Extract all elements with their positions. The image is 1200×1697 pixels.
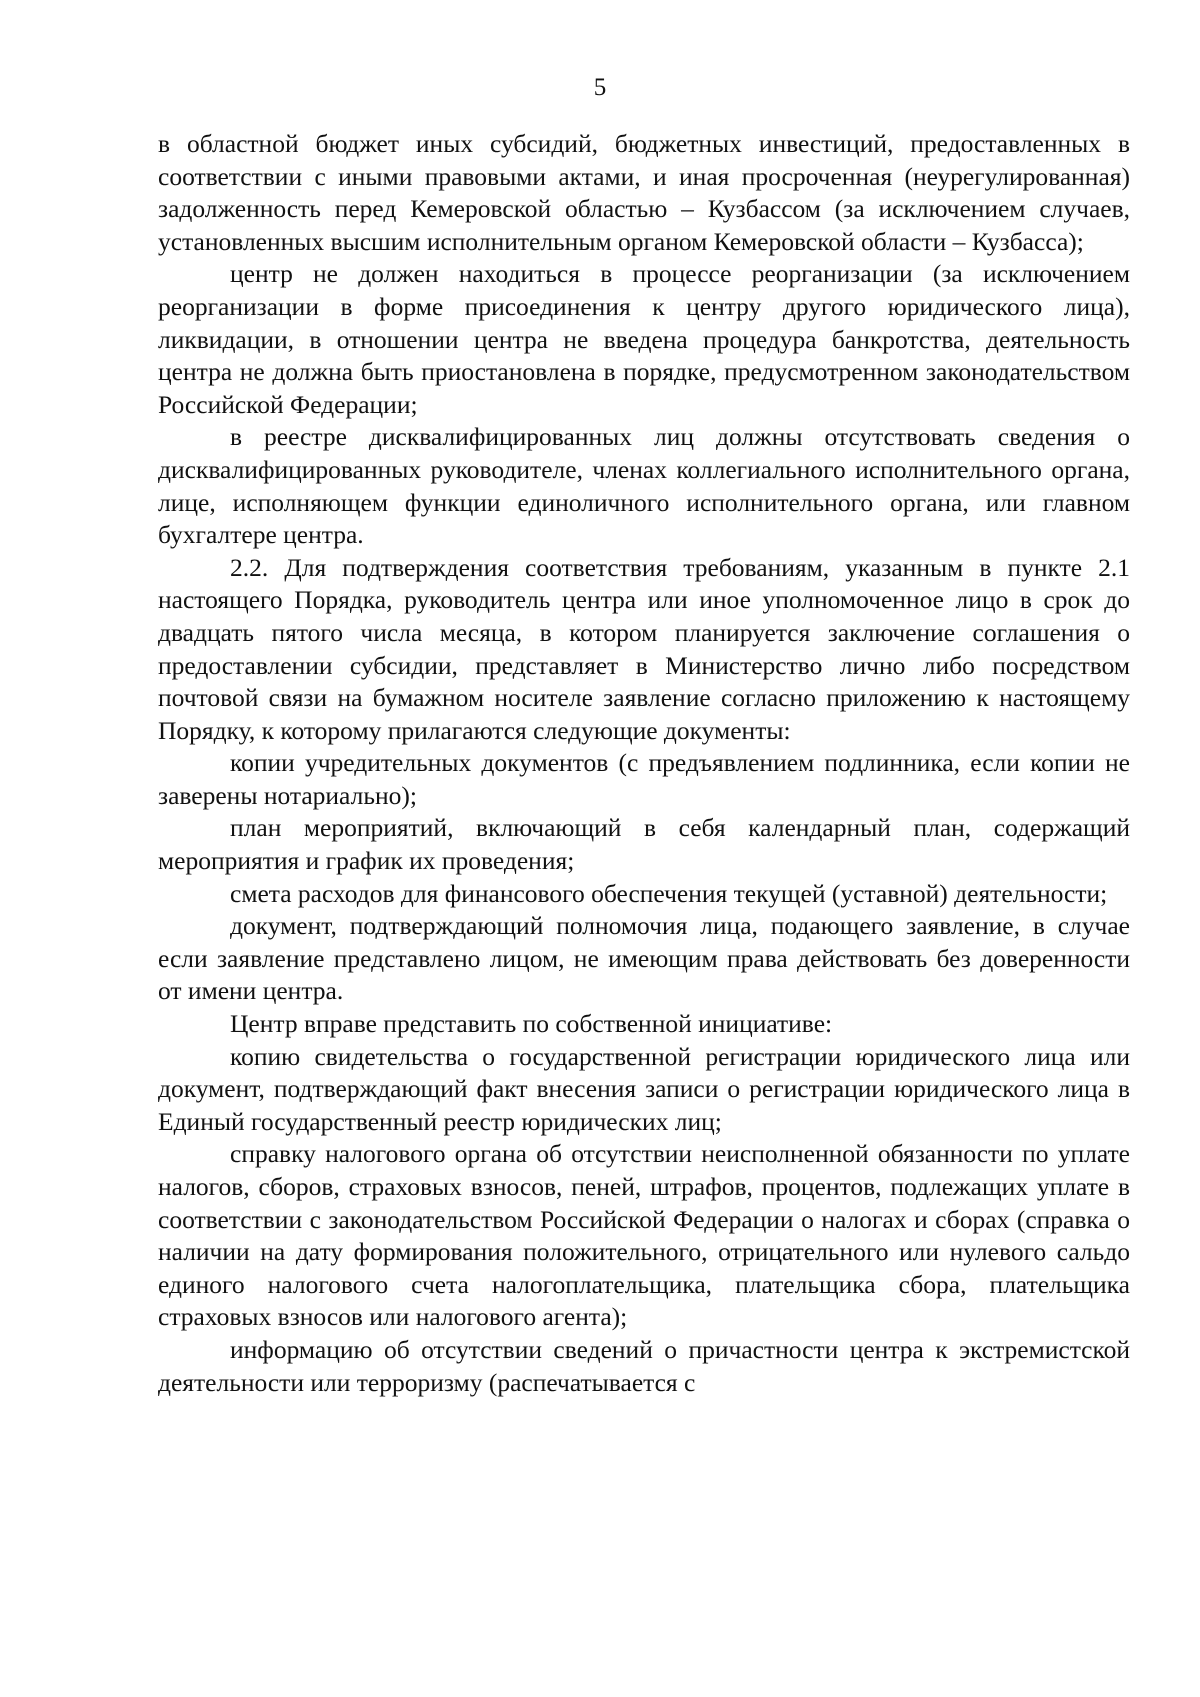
paragraph: смета расходов для финансового обеспечения текущей (уставной) деятельности; xyxy=(230,878,1108,908)
paragraph: копии учредительных документов (с предъявлением подлинника, если копии не заверены нотариально); xyxy=(158,748,1130,810)
paragraph: центр не должен находиться в процессе реорганизации (за исключением реорганизации в форме присоединения к центру другого юридического лица), ликвидации, в отношении центра не введена процедура банкротства, деятельность центра не должна быть приостановлена в порядке, предусмотренном законодательством Российской Федерации; xyxy=(158,259,1130,419)
paragraph: план мероприятий, включающий в себя календарный план, содержащий мероприятия и график их проведения; xyxy=(158,813,1130,876)
paragraph: в реестре дисквалифицированных лиц должны отсутствовать сведения о дисквалифицированных руководителе, членах коллегиального исполнительного органа, лице, исполняющем функции единоличного исполнительного органа, или главном бухгалтере центра. xyxy=(158,422,1130,550)
paragraph: Центр вправе представить по собственной инициативе: xyxy=(230,1009,833,1039)
paragraph: в областной бюджет иных субсидий, бюджетных инвестиций, предоставленных в соответствии с иными правовыми актами, и иная просроченная (неурегулированная) задолженность перед Кемеровской областью – Кузбассом (за исключением случаев, установленных высшим исполнительным органом Кемеровской области – Кузбасса); xyxy=(158,129,1130,256)
paragraph: информацию об отсутствии сведений о причастности центра к экстремистской деятельности или терроризму (распечатывается с xyxy=(158,1334,1130,1397)
paragraph: копию свидетельства о государственной регистрации юридического лица или документ, подтверждающий факт внесения записи о регистрации юридического лица в Единый государственный реестр юридических лиц; xyxy=(158,1041,1130,1136)
document-body xyxy=(158,128,1130,1399)
paragraph: 2.2. Для подтверждения соответствия требованиям, указанным в пункте 2.1 настоящего Порядка, руководитель центра или иное уполномоченное лицо в срок до двадцать пятого числа месяца, в котором планируется заключение соглашения о предоставлении субсидии, представляет в Министерство лично либо посредством почтовой связи на бумажном носителе заявление согласно приложению к настоящему Порядку, к которому прилагаются следующие документы: xyxy=(158,552,1130,745)
paragraph: документ, подтверждающий полномочия лица, подающего заявление, в случае если заявление представлено лицом, не имеющим права действовать без доверенности от имени центра. xyxy=(158,911,1130,1006)
page-number: 5 xyxy=(593,74,607,101)
paragraph: справку налогового органа об отсутствии неисполненной обязанности по уплате налогов, сборов, страховых взносов, пеней, штрафов, процентов, подлежащих уплате в соответствии с законодательством Российской Федерации о налогах и сборах (справка о наличии на дату формирования положительного, отрицательного или нулевого сальдо единого налогового счета налогоплательщика, плательщика сбора, плательщика страховых взносов или налогового агента); xyxy=(158,1139,1130,1332)
